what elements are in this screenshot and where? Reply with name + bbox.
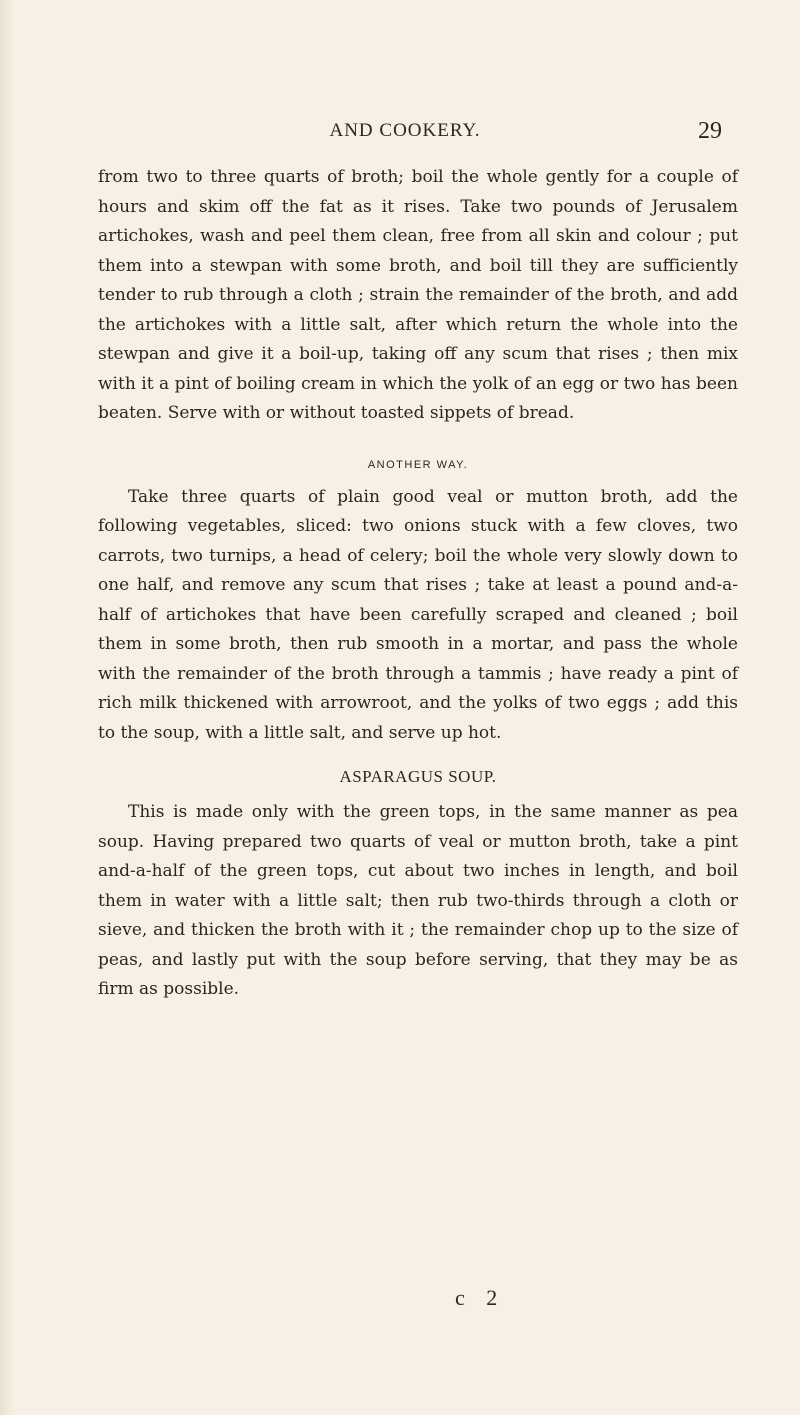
paragraph-another-way: Take three quarts of plain good veal or mutton broth, add the following vegetables, sliced: two onions stuck with a few cloves, two carrots, two turnips, a head of celery; boil the whole very slowly down to one half, and remove any scum that rises ; take at least a pound and-a-half of artichokes that have been carefully scraped and cleaned ; boil them in some broth, then rub smooth in a mortar, and pass the whole with the remainder of the broth through a tammis ; have ready a pint of rich milk thickened with arrowroot, and the yolks of two eggs ; add this to the soup, with a little salt, and serve up hot.: [98, 486, 738, 743]
paragraph-asparagus-soup: This is made only with the green tops, in the same manner as pea soup. Having prepared two quarts of veal or mutton broth, take a pint and-a-half of the green tops, cut about two inches in length, and boil them in water with a little salt; then rub two-thirds through a cloth or sieve, and thicken the broth with it ; the remainder chop up to the size of peas, and lastly put with the soup before serving, that they may be as firm as possible.: [98, 802, 738, 999]
page-number: 29: [698, 118, 722, 144]
subheading-asparagus-soup: ASPARAGUS SOUP.: [339, 767, 497, 786]
subheading-another-way: ANOTHER WAY.: [367, 458, 469, 471]
signature-mark: c 2: [455, 1285, 506, 1310]
page-gutter-shadow: [0, 0, 14, 1415]
paragraph-artichoke-soup-continued: from two to three quarts of broth; boil the whole gently for a couple of hours and skim off the fat as it rises. Take two pounds of Jerusalem artichokes, wash and peel them clean, free from all skin and colour ; put them into a stewpan with some broth, and boil till they are sufficiently tender to rub through a cloth ; strain the remainder of the broth, and add the artichokes with a little salt, after which return the whole into the stewpan and give it a boil-up, taking off any scum that rises ; then mix with it a pint of boiling cream in which the yolk of an egg or two has been beaten. Serve with or without toasted sippets of bread.: [98, 167, 738, 423]
page-header: [90, 120, 720, 150]
page-body: [98, 163, 738, 1005]
running-head: AND COOKERY.: [329, 120, 481, 141]
